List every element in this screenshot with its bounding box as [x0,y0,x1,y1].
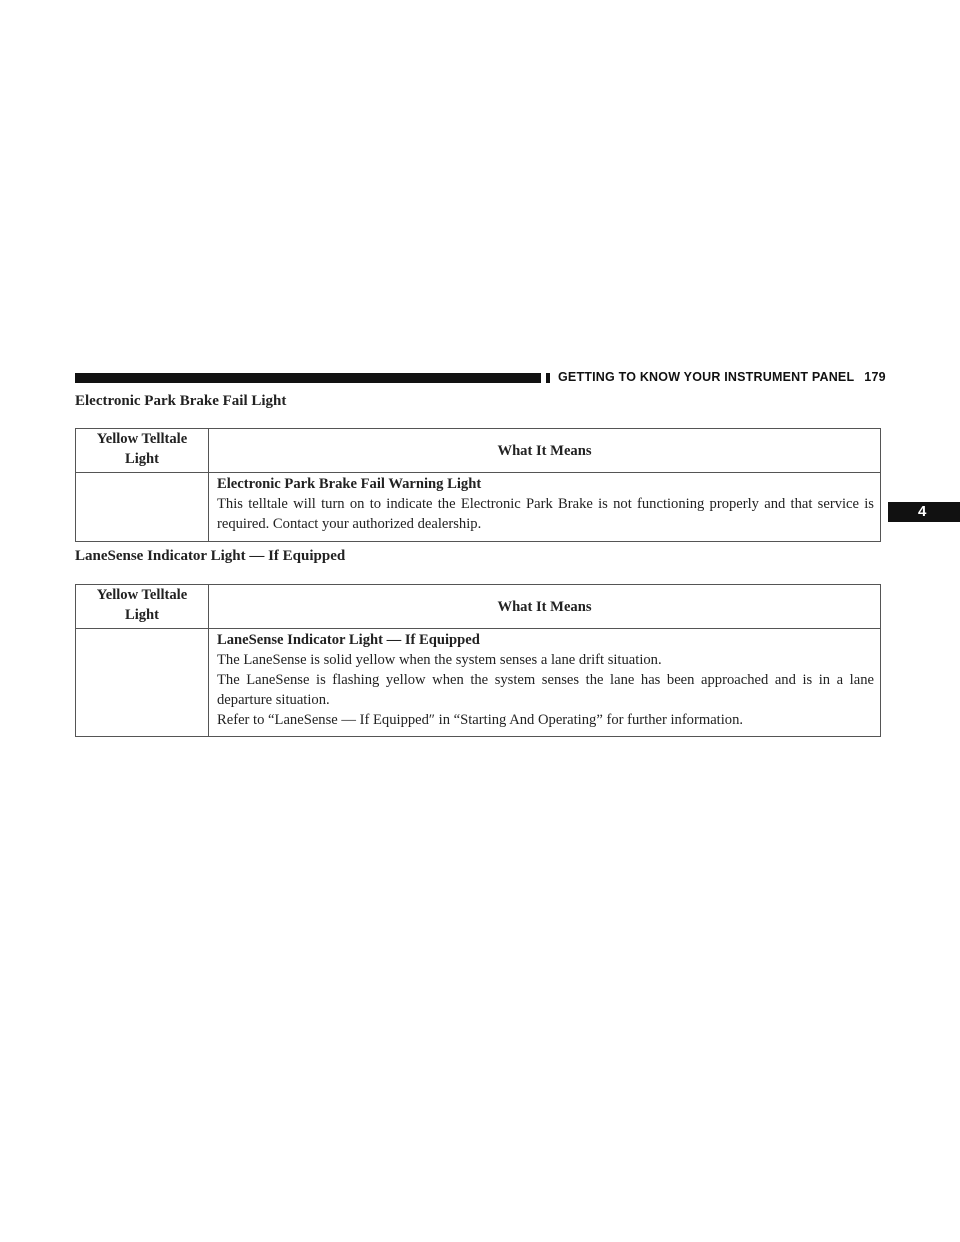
header-rule [75,373,541,383]
section-heading-lanesense: LaneSense Indicator Light — If Equipped [75,548,346,564]
col-header-telltale: Yellow Telltale Light [76,429,209,473]
chapter-tab[interactable]: 4 [888,502,960,522]
col-header-telltale: Yellow Telltale Light [76,585,209,629]
meaning-text: This telltale will turn on to indicate the Electronic Park Brake is not functioning properly and that service is required. Contact your authorized dealership. [217,496,874,532]
page-number: 179 [864,370,886,384]
table-row [76,473,881,542]
table-header-row [76,585,881,629]
meaning-text: The LaneSense is solid yellow when the system senses a lane drift situation. [217,652,662,668]
col-header-meaning: What It Means [209,585,881,629]
table-row [76,629,881,737]
header-rule-end [546,373,550,383]
running-title: GETTING TO KNOW YOUR INSTRUMENT PANEL [558,370,855,384]
meaning-text: The LaneSense is flashing yellow when the system senses the lane has been approached and is in a lane departure situation. [217,672,874,708]
park-brake-table [75,428,881,542]
meaning-text: Refer to “LaneSense — If Equipped″ in “Starting And Operating” for further information. [217,712,744,728]
table-header-row [76,429,881,473]
meaning-cell [209,473,881,542]
meaning-cell [209,629,881,737]
meaning-title: LaneSense Indicator Light — If Equipped [217,632,480,648]
telltale-icon-cell [76,629,209,737]
col-header-meaning: What It Means [209,429,881,473]
meaning-title: Electronic Park Brake Fail Warning Light [217,476,482,492]
telltale-icon-cell [76,473,209,542]
section-heading-park-brake: Electronic Park Brake Fail Light [75,393,287,409]
lanesense-table [75,584,881,737]
running-head [558,370,886,384]
